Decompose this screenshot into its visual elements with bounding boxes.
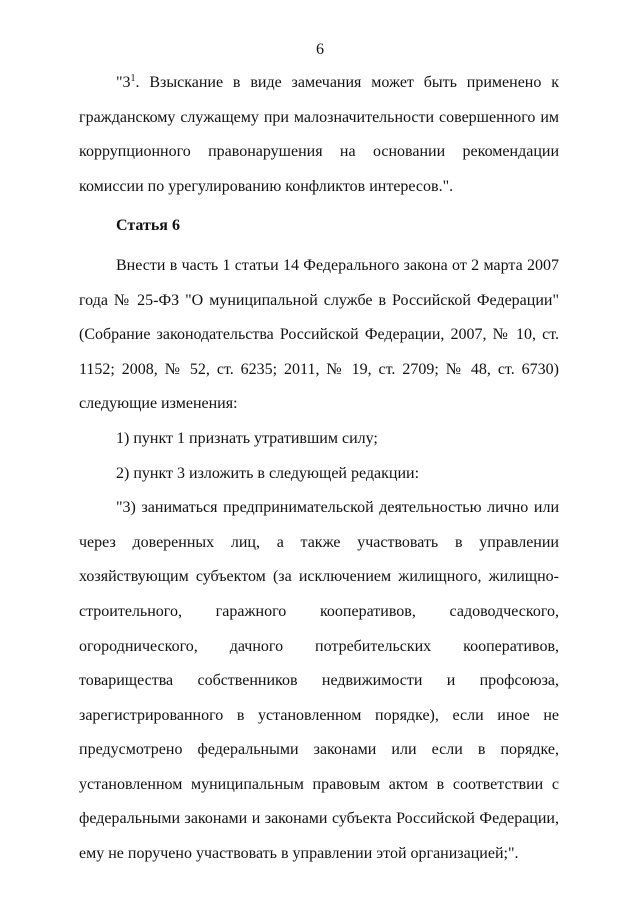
paragraph-item-2: 2) пункт 3 изложить в следующей редакции:: [116, 464, 420, 482]
article-heading: Статья 6: [116, 217, 180, 235]
page-number: 6: [316, 41, 324, 58]
paragraph-penalty-remark: [79, 66, 559, 204]
paragraph-item-3-text: "3) заниматься предпринимательской деятельностью лично или через доверенных лиц, а также участвовать в управлении хозяйствующим субъектом (за исключением жилищного, жилищно-строительного, гаражного кооперативов, садоводческого, огороднического, дачного потребительских кооперативов, товарищества собственников недвижимости и профсоюза, зарегистрированного в установленном порядке), если иное не предусмотрено федеральными законами или если в порядке, установленном муниципальным правовым актом в соответствии с федеральными законами и законами субъекта Российской Федерации, ему не поручено участвовать в управлении этой организацией;".: [79, 499, 559, 863]
superscript-marker: 1: [130, 73, 136, 84]
document-body: [79, 66, 559, 872]
paragraph-amendment-intro: Внести в часть 1 статьи 14 Федерального закона от 2 марта 2007 года № 25-ФЗ "О муниципальной службе в Российской Федерации" (Собрание законодательства Российской Федерации, 2007, № 10, ст. 1152; 2008, № 52, ст. 6235; 2011, № 19, ст. 2709; № 48, ст. 6730) следующие изменения:: [79, 256, 559, 413]
paragraph-prefix: "3: [116, 74, 131, 91]
paragraph-item-1: 1) пункт 1 признать утратившим силу;: [116, 429, 378, 447]
paragraph-text: . Взыскание в виде замечания может быть применено к гражданскому служащему при малозначительности совершенного им коррупционного правонарушения на основании рекомендации комиссии по урегулированию конфликтов интересов.".: [79, 74, 559, 195]
